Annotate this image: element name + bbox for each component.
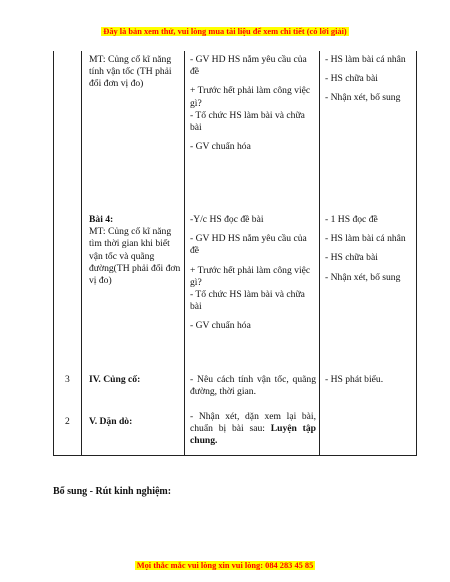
objective-text: MT: Củng cố kĩ năng tính vận tốc (TH phải đổi đơn vị đo) [89,54,172,90]
teacher-step: + Trước hết phải làm công việc gì? [190,264,311,288]
student-activity-cell [325,54,413,112]
preview-notice-text: Đây là bản xem thử, vui lòng mua tài liệu để xem chi tiết (có lời giải) [103,27,347,36]
homework-instruction: - Nhận xét, dặn xem lại bài, chuẩn bị bài sau: [190,411,316,435]
lesson-plan-table [53,51,417,456]
teacher-activity-cell [190,214,313,340]
column-divider [416,51,417,455]
student-activity-cell: - HS phát biểu. [325,374,384,385]
teacher-activity-cell [190,54,313,160]
teacher-step: - Tổ chức HS làm bài và chữa bài [190,289,305,313]
student-step: - HS làm bài cá nhân [325,54,406,65]
teacher-step: - GV chuẩn hóa [190,141,251,153]
contact-notice-text: Mọi thắc mắc vui lòng xin vui lòng: 084 283 45 85 [136,561,314,570]
objective-text: MT: Củng cố kĩ năng tìm thời gian khi biết vận tốc và quãng đường(TH phải đổi đơn vị đo) [89,226,181,287]
teacher-activity-cell [190,411,316,448]
section-heading: IV. Củng cố: [89,374,141,385]
row-content-cell [89,54,183,91]
student-step: - 1 HS đọc đề [325,214,378,225]
teacher-step: - GV HD HS nắm yêu cầu của đề [190,54,307,78]
teacher-activity-cell: - Nêu cách tính vận tốc, quãng đường, thời gian. [190,374,316,398]
student-step: - HS chữa bài [325,252,378,264]
student-activity-cell [325,214,413,291]
teacher-step: - Tổ chức HS làm bài và chữa bài [190,109,305,134]
column-divider [319,51,320,455]
student-step: - Nhận xét, bổ sung [325,271,401,283]
teacher-step: -Y/c HS đọc đề bài [190,214,264,225]
student-step: - HS chữa bài [325,73,378,85]
teacher-step: + Trước hết phải làm công việc gì? [190,85,311,109]
time-cell: 2 [65,416,70,427]
preview-notice-banner [0,27,450,36]
column-divider [184,51,185,455]
section-heading: V. Dặn dò: [89,416,133,427]
teacher-step: - GV chuẩn hóa [190,320,251,332]
student-step: - Nhận xét, bổ sung [325,92,401,104]
review-notes-label: Bổ sung - Rút kinh nghiệm: [53,486,172,497]
time-cell: 3 [65,374,70,385]
exercise-title: Bài 4: [89,214,114,225]
student-step: - HS làm bài cá nhân [325,233,406,245]
row-content-cell [89,214,183,287]
next-lesson-title: Luyện tập chung. [190,423,317,447]
contact-notice-banner [0,561,450,570]
teacher-step: - GV HD HS nắm yêu cầu của đề [190,233,307,257]
column-divider [81,51,82,455]
